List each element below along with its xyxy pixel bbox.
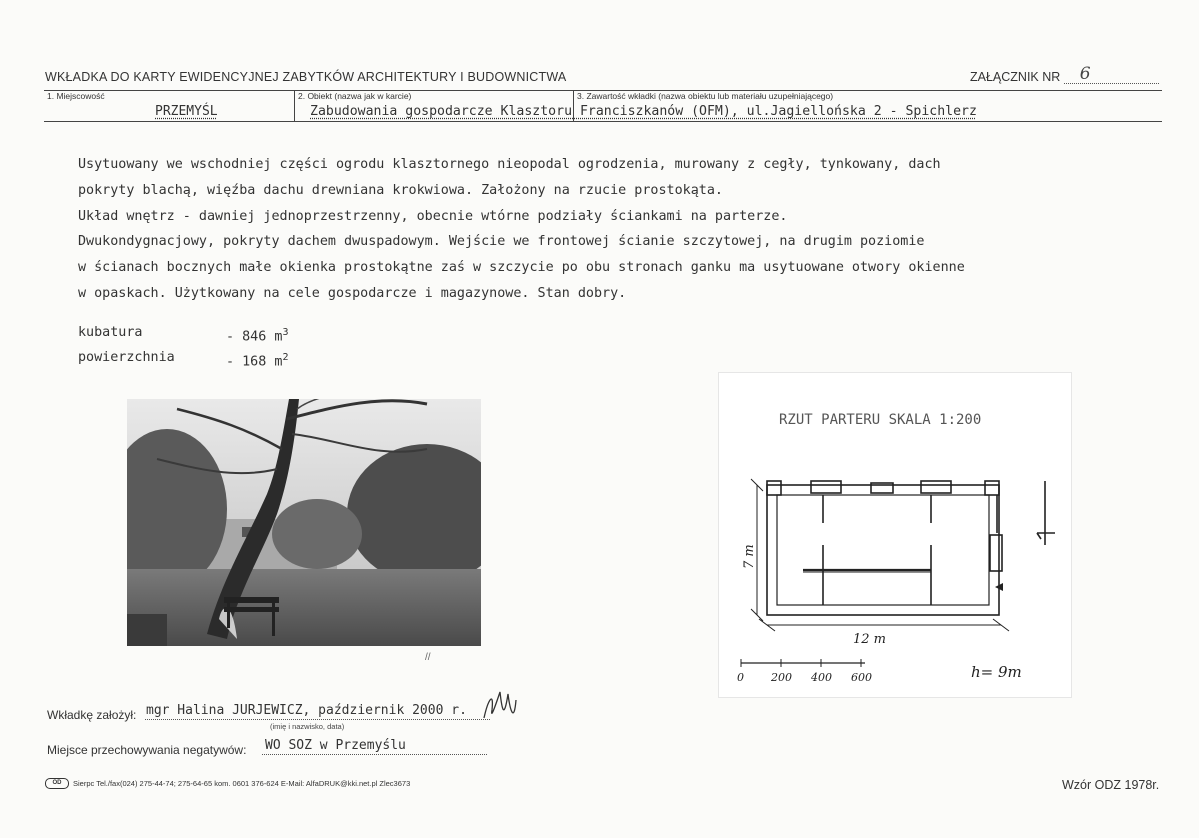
header-bottom-rule — [44, 121, 1162, 122]
field-divider-1 — [294, 90, 295, 121]
scale-tick-600: 600 — [851, 671, 872, 684]
printer-info-text: Sierpc Tel./fax(024) 275-44-74; 275-64-65 kom. 0601 376-624 E-Mail: AlfaDRUK@kki.net.pl Zlec3673 — [73, 779, 411, 788]
description-line: w opaskach. Użytkowany na cele gospodarcze i magazynowe. Stan dobry. — [78, 285, 627, 301]
locality-label: 1. Miejscowość — [47, 91, 105, 101]
annex-label: ZAŁĄCZNIK NR — [970, 70, 1061, 84]
content-label: 3. Zawartość wkładki (nazwa obiektu lub materiału uzupełniającego) — [577, 91, 834, 101]
scale-tick-200: 200 — [771, 671, 792, 684]
area-value: - 168 $m^2$ — [226, 352, 289, 370]
form-title: WKŁADKA DO KARTY EWIDENCYJNEJ ZABYTKÓW ARCHITEKTURY I BUDOWNICTWA — [45, 70, 567, 84]
description-line: Układ wnętrz - dawniej jednoprzestrzenny, obecnie wtórne podziały ściankami na parterze. — [78, 208, 788, 224]
founder-line — [145, 719, 490, 720]
plan-title: RZUT PARTERU SKALA 1:200 — [779, 412, 982, 428]
negatives-label: Miejsce przechowywania negatywów: — [47, 743, 247, 757]
granary-photo — [127, 399, 481, 646]
scale-tick-400: 400 — [811, 671, 832, 684]
annex-number — [970, 64, 1159, 84]
description-line: Dwukondygnacjowy, pokryty dachem dwuspadowym. Wejście we frontowej ścianie szczytowej, na drugim poziomie — [78, 234, 925, 250]
annex-number-field — [1064, 64, 1159, 84]
volume-value: - 846 $m^3$ — [226, 327, 289, 345]
photo-mark: // — [425, 652, 431, 663]
signature — [480, 680, 520, 730]
object-label: 2. Obiekt (nazwa jak w karcie) — [298, 91, 412, 101]
area-label: powierzchnia — [78, 350, 175, 365]
description-line: Usytuowany we wschodniej części ogrodu klasztornego nieopodal ogrodzenia, murowany z cegły, tynkowany, dach — [78, 157, 941, 172]
printer-logo: OD — [45, 778, 69, 789]
founder-value: mgr Halina JURJEWICZ, październik 2000 r. — [146, 703, 467, 718]
founder-hint: (imię i nazwisko, data) — [270, 722, 345, 731]
volume-label: kubatura — [78, 325, 143, 340]
locality-value: PRZEMYŚL — [155, 104, 218, 119]
plan-height-dimension: 7 m — [742, 544, 757, 569]
floor-plan-drawing — [719, 373, 1071, 697]
scale-tick-0: 0 — [737, 671, 744, 684]
form-model: Wzór ODZ 1978r. — [1062, 778, 1160, 792]
annex-number-value: 6 — [1079, 64, 1091, 84]
object-value: Zabudowania gospodarcze Klasztoru Franciszkanów (OFM), ul.Jagiellońska 2 - Spichlerz — [310, 104, 977, 119]
description-line: pokryty blachą, więźba dachu drewniana krokwiowa. Założony na rzucie prostokąta. — [78, 182, 723, 198]
printer-info — [45, 778, 410, 789]
founder-label: Wkładkę założył: — [47, 708, 137, 722]
description-line: w ścianach bocznych małe okienka prostokątne zaś w szczycie po obu stronach ganku ma usytuowane otwory okienne — [78, 260, 965, 276]
negatives-value: WO SOZ w Przemyślu — [265, 738, 406, 753]
height-note: h= 9m — [971, 663, 1022, 681]
floor-plan-card — [718, 372, 1072, 698]
negatives-line — [262, 754, 487, 755]
plan-width-dimension: 12 m — [853, 632, 887, 647]
description — [78, 152, 1058, 307]
